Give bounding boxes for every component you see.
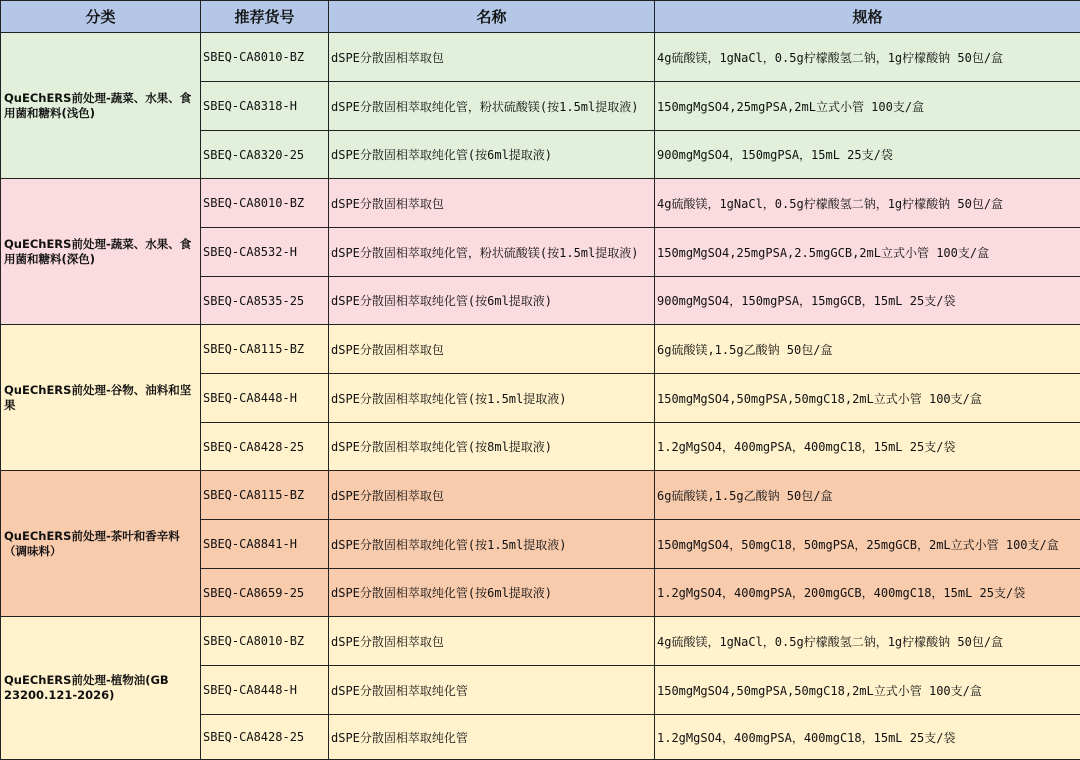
- table-row: [1, 617, 1080, 666]
- table-row: [1, 179, 1080, 228]
- name-cell: dSPE分散固相萃取包: [329, 471, 655, 520]
- spec-cell: 1.2gMgSO4，400mgPSA，400mgC18，15mL 25支/袋: [655, 715, 1080, 760]
- name-cell: dSPE分散固相萃取纯化管(按6ml提取液): [329, 277, 655, 325]
- code-cell: SBEQ-CA8010-BZ: [201, 617, 329, 666]
- spec-cell: 900mgMgSO4，150mgPSA，15mgGCB，15mL 25支/袋: [655, 277, 1080, 325]
- spec-cell: 1.2gMgSO4，400mgPSA，400mgC18，15mL 25支/袋: [655, 423, 1080, 471]
- code-cell: SBEQ-CA8448-H: [201, 666, 329, 715]
- name-cell: dSPE分散固相萃取包: [329, 325, 655, 374]
- category-cell: QuEChERS前处理-茶叶和香辛料（调味料）: [1, 471, 201, 617]
- spec-cell: 4g硫酸镁，1gNaCl，0.5g柠檬酸氢二钠，1g柠檬酸钠 50包/盒: [655, 33, 1080, 82]
- spec-cell: 4g硫酸镁，1gNaCl，0.5g柠檬酸氢二钠，1g柠檬酸钠 50包/盒: [655, 179, 1080, 228]
- spec-cell: 6g硫酸镁,1.5g乙酸钠 50包/盒: [655, 471, 1080, 520]
- code-cell: SBEQ-CA8010-BZ: [201, 33, 329, 82]
- category-cell: QuEChERS前处理-谷物、油料和坚果: [1, 325, 201, 471]
- spec-cell: 6g硫酸镁,1.5g乙酸钠 50包/盒: [655, 325, 1080, 374]
- table-row: [1, 325, 1080, 374]
- header-spec: 规格: [655, 1, 1080, 33]
- name-cell: dSPE分散固相萃取纯化管(按1.5ml提取液): [329, 520, 655, 569]
- spec-cell: 1.2gMgSO4，400mgPSA，200mgGCB，400mgC18，15mL 25支/袋: [655, 569, 1080, 617]
- category-cell: QuEChERS前处理-蔬菜、水果、食用菌和糖料(深色): [1, 179, 201, 325]
- name-cell: dSPE分散固相萃取纯化管: [329, 666, 655, 715]
- category-cell: QuEChERS前处理-蔬菜、水果、食用菌和糖料(浅色): [1, 33, 201, 179]
- header-name: 名称: [329, 1, 655, 33]
- table-row: [1, 33, 1080, 82]
- name-cell: dSPE分散固相萃取包: [329, 33, 655, 82]
- table-row: [1, 471, 1080, 520]
- spec-cell: 900mgMgSO4，150mgPSA，15mL 25支/袋: [655, 131, 1080, 179]
- code-cell: SBEQ-CA8448-H: [201, 374, 329, 423]
- name-cell: dSPE分散固相萃取纯化管(按6ml提取液): [329, 569, 655, 617]
- code-cell: SBEQ-CA8659-25: [201, 569, 329, 617]
- spec-cell: 4g硫酸镁，1gNaCl，0.5g柠檬酸氢二钠，1g柠檬酸钠 50包/盒: [655, 617, 1080, 666]
- header-category: 分类: [1, 1, 201, 33]
- spec-cell: 150mgMgSO4，50mgC18，50mgPSA，25mgGCB，2mL立式小管 100支/盒: [655, 520, 1080, 569]
- category-cell: QuEChERS前处理-植物油(GB 23200.121-2026): [1, 617, 201, 760]
- name-cell: dSPE分散固相萃取纯化管，粉状硫酸镁(按1.5ml提取液): [329, 228, 655, 277]
- name-cell: dSPE分散固相萃取纯化管，粉状硫酸镁(按1.5ml提取液): [329, 82, 655, 131]
- code-cell: SBEQ-CA8318-H: [201, 82, 329, 131]
- name-cell: dSPE分散固相萃取纯化管(按1.5ml提取液): [329, 374, 655, 423]
- header-code: 推荐货号: [201, 1, 329, 33]
- code-cell: SBEQ-CA8010-BZ: [201, 179, 329, 228]
- spec-cell: 150mgMgSO4,50mgPSA,50mgC18,2mL立式小管 100支/盒: [655, 666, 1080, 715]
- name-cell: dSPE分散固相萃取纯化管: [329, 715, 655, 760]
- code-cell: SBEQ-CA8320-25: [201, 131, 329, 179]
- code-cell: SBEQ-CA8841-H: [201, 520, 329, 569]
- header-row: [1, 1, 1080, 33]
- spec-cell: 150mgMgSO4,25mgPSA,2.5mgGCB,2mL立式小管 100支/盒: [655, 228, 1080, 277]
- code-cell: SBEQ-CA8535-25: [201, 277, 329, 325]
- code-cell: SBEQ-CA8115-BZ: [201, 325, 329, 374]
- name-cell: dSPE分散固相萃取纯化管(按8ml提取液): [329, 423, 655, 471]
- spec-cell: 150mgMgSO4,25mgPSA,2mL立式小管 100支/盒: [655, 82, 1080, 131]
- name-cell: dSPE分散固相萃取包: [329, 617, 655, 666]
- code-cell: SBEQ-CA8532-H: [201, 228, 329, 277]
- code-cell: SBEQ-CA8115-BZ: [201, 471, 329, 520]
- code-cell: SBEQ-CA8428-25: [201, 423, 329, 471]
- code-cell: SBEQ-CA8428-25: [201, 715, 329, 760]
- name-cell: dSPE分散固相萃取纯化管(按6ml提取液): [329, 131, 655, 179]
- spec-cell: 150mgMgSO4,50mgPSA,50mgC18,2mL立式小管 100支/盒: [655, 374, 1080, 423]
- name-cell: dSPE分散固相萃取包: [329, 179, 655, 228]
